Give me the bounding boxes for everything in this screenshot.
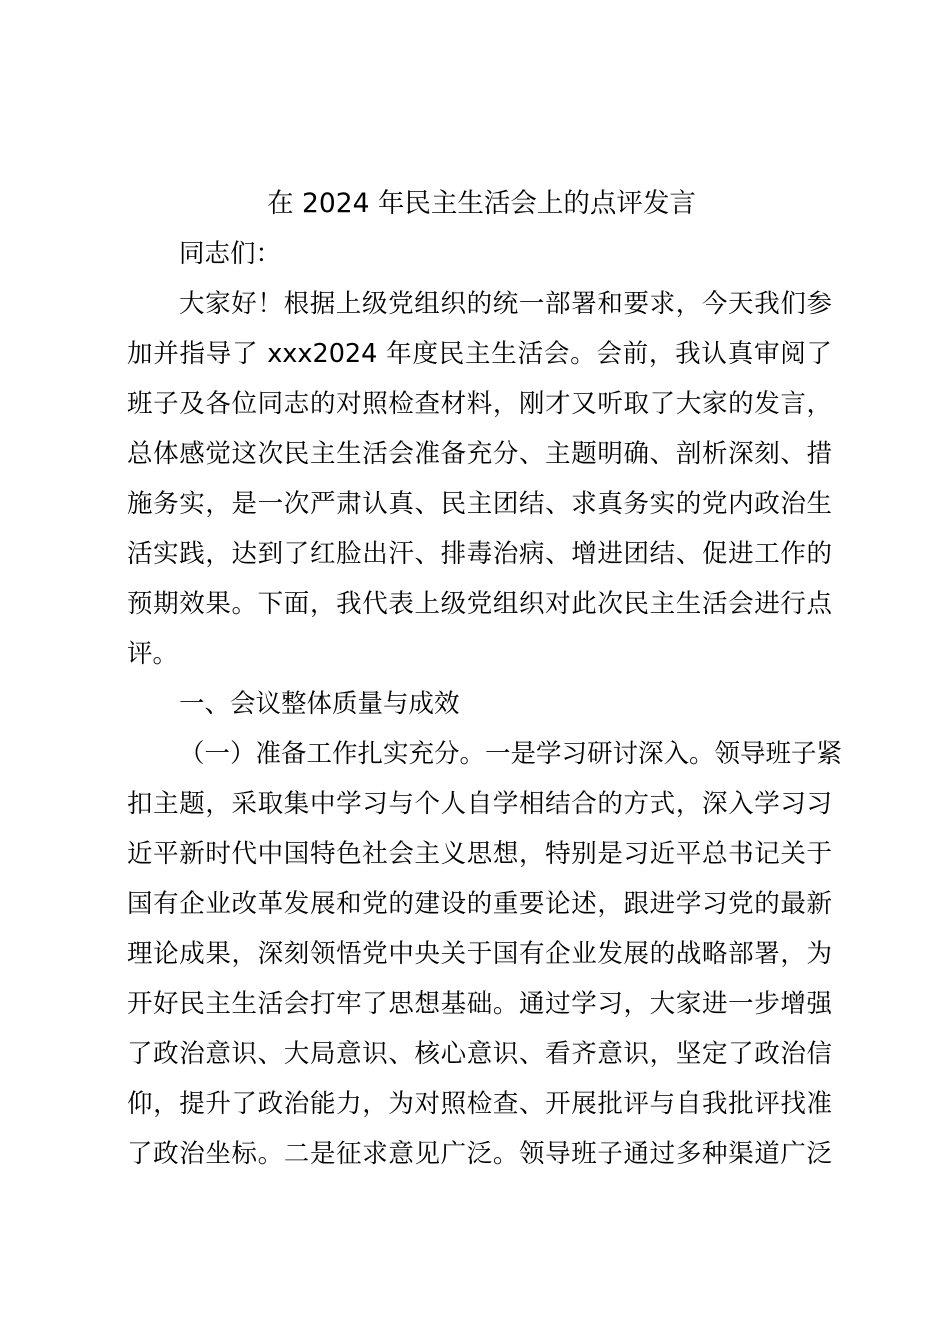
paragraph-line: 总体感觉这次民主生活会准备充分、主题明确、剖析深刻、措 (127, 439, 832, 469)
paragraph-2 (127, 729, 843, 1179)
paragraph-line: 理论成果，深刻领悟党中央关于国有企业发展的战略部署，为 (127, 939, 832, 969)
paragraph-line: 评。 (127, 639, 179, 669)
document-title: 在 2024 年民主生活会上的点评发言 (267, 188, 696, 219)
paragraph-line: 加并指导了 xxx2024 年度民主生活会。会前，我认真审阅了 (127, 339, 832, 369)
paragraph-line: 预期效果。下面，我代表上级党组织对此次民主生活会进行点 (127, 589, 832, 619)
section-heading: 一、会议整体质量与成效 (179, 689, 460, 719)
paragraph-line: 扣主题，采取集中学习与个人自学相结合的方式，深入学习习 (127, 789, 832, 819)
paragraph-line: 国有企业改革发展和党的建设的重要论述，跟进学习党的最新 (127, 889, 832, 919)
paragraph-line: 了政治坐标。二是征求意见广泛。领导班子通过多种渠道广泛 (127, 1139, 832, 1169)
paragraph-line: 活实践，达到了红脸出汗、排毒治病、增进团结、促进工作的 (127, 539, 832, 569)
document-body (127, 179, 843, 1179)
paragraph-line: 仰，提升了政治能力，为对照检查、开展批评与自我批评找准 (127, 1089, 832, 1119)
paragraph-line: 施务实，是一次严肃认真、民主团结、求真务实的党内政治生 (127, 489, 832, 519)
paragraph-line: 开好民主生活会打牢了思想基础。通过学习，大家进一步增强 (127, 989, 832, 1019)
paragraph-line: （一）准备工作扎实充分。一是学习研讨深入。领导班子紧 (179, 739, 843, 769)
paragraph-1 (127, 279, 832, 679)
paragraph-line: 了政治意识、大局意识、核心意识、看齐意识，坚定了政治信 (127, 1039, 832, 1069)
salutation: 同志们： (179, 239, 282, 269)
paragraph-line: 近平新时代中国特色社会主义思想，特别是习近平总书记关于 (127, 839, 832, 869)
paragraph-line: 大家好！根据上级党组织的统一部署和要求，今天我们参 (179, 289, 832, 319)
paragraph-line: 班子及各位同志的对照检查材料，刚才又听取了大家的发言， (127, 389, 832, 419)
